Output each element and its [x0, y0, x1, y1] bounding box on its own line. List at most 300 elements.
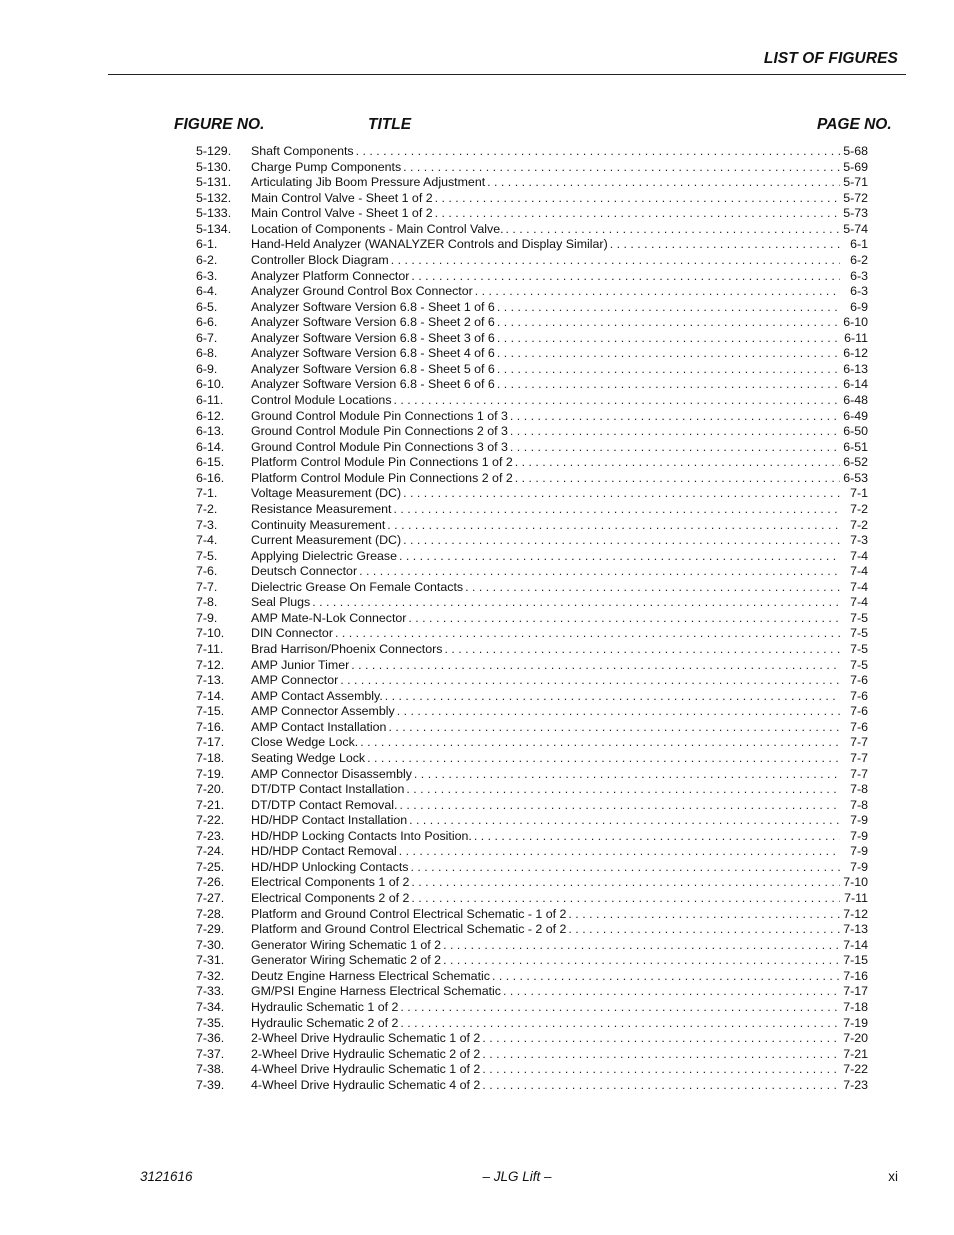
list-item: [196, 549, 868, 565]
figure-page-number: 7-7: [850, 750, 868, 765]
figure-entry-link[interactable]: [251, 564, 868, 580]
figure-number: 6-16.: [196, 470, 225, 485]
figure-page-number: 6-10: [843, 315, 868, 330]
figure-page-number: 7-9: [850, 828, 868, 843]
list-item: [196, 844, 868, 860]
list-item: [196, 518, 868, 534]
list-item: [196, 813, 868, 829]
figure-page-number: 6-2: [850, 252, 868, 267]
figure-number: 6-13.: [196, 424, 225, 439]
figure-number: 7-2.: [196, 501, 218, 516]
figure-entry-link[interactable]: [251, 969, 868, 985]
list-item: [196, 377, 868, 393]
figure-number: 7-12.: [196, 657, 225, 672]
figure-title: Analyzer Software Version 6.8 - Sheet 1 of 6: [251, 299, 495, 314]
dot-leader: [395, 704, 840, 720]
figure-title: Analyzer Software Version 6.8 - Sheet 5 of 6: [251, 361, 495, 376]
figure-entry-link[interactable]: [251, 580, 868, 596]
figure-page-number: 7-18: [843, 999, 868, 1014]
figure-title: Main Control Valve - Sheet 1 of 2: [251, 190, 433, 205]
list-item: [196, 253, 868, 269]
list-item: [196, 782, 868, 798]
figure-entry-link[interactable]: [251, 300, 868, 316]
figure-page-number: 6-3: [850, 284, 868, 299]
figure-title: Analyzer Software Version 6.8 - Sheet 3 of 6: [251, 330, 495, 345]
list-item: [196, 502, 868, 518]
list-item: [196, 440, 868, 456]
figure-entry-link[interactable]: [251, 798, 868, 814]
figure-page-number: 5-68: [843, 144, 868, 158]
figure-title: Electrical Components 1 of 2: [251, 875, 410, 890]
figure-entry-link[interactable]: [251, 1031, 868, 1047]
dot-leader: [398, 1000, 840, 1016]
figure-page-number: 7-13: [843, 922, 868, 937]
figure-title: Ground Control Module Pin Connections 3 of 3: [251, 439, 508, 454]
figure-page-number: 7-8: [850, 797, 868, 812]
list-item: [196, 191, 868, 207]
figure-number: 6-1.: [196, 237, 218, 252]
dot-leader: [333, 626, 840, 642]
list-item: [196, 611, 868, 627]
figure-page-number: 6-48: [843, 393, 868, 407]
figure-number: 6-8.: [196, 346, 218, 361]
list-item: [196, 735, 868, 751]
figure-page-number: 5-72: [843, 190, 868, 205]
dot-leader: [480, 1031, 840, 1047]
figure-entry-link[interactable]: [251, 424, 868, 440]
figure-entry-link[interactable]: [251, 144, 868, 160]
figure-number: 7-34.: [196, 999, 225, 1014]
figure-number: 7-16.: [196, 719, 225, 734]
figure-title: Voltage Measurement (DC): [251, 486, 402, 501]
figure-entry-link[interactable]: [251, 626, 868, 642]
figure-number: 6-14.: [196, 439, 225, 454]
list-item: [196, 1000, 868, 1016]
figure-number: 7-33.: [196, 984, 225, 999]
dot-leader: [354, 144, 840, 160]
page-header-title: LIST OF FIGURES: [763, 50, 898, 67]
list-item: [196, 642, 868, 658]
figure-number: 7-23.: [196, 828, 225, 843]
figure-entry-link[interactable]: [251, 782, 868, 798]
footer-publisher: – JLG Lift –: [482, 1169, 552, 1184]
figure-page-number: 7-15: [843, 953, 868, 968]
figure-title: Analyzer Software Version 6.8 - Sheet 2 of 6: [251, 315, 495, 330]
dot-leader: [608, 237, 840, 253]
list-item: [196, 595, 868, 611]
list-item: [196, 969, 868, 985]
dot-leader: [349, 658, 840, 674]
footer-doc-number: 3121616: [140, 1169, 193, 1184]
list-item: [196, 284, 868, 300]
figure-title: Ground Control Module Pin Connections 2 of 3: [251, 424, 508, 439]
dot-leader: [480, 1078, 840, 1094]
figure-title: Ground Control Module Pin Connections 1 of 3: [251, 408, 508, 423]
dot-leader: [409, 269, 840, 285]
figure-page-number: 7-19: [843, 1015, 868, 1030]
figure-title: DT/DTP Contact Installation: [251, 782, 405, 797]
dot-leader: [412, 767, 840, 783]
figure-entry-link[interactable]: [251, 393, 868, 409]
list-item: [196, 658, 868, 674]
dot-leader: [463, 580, 840, 596]
figure-page-number: 7-4: [850, 548, 868, 563]
figure-entry-link[interactable]: [251, 191, 868, 207]
figure-page-number: 7-4: [850, 579, 868, 594]
figure-title: Charge Pump Components: [251, 159, 402, 174]
dot-leader: [495, 377, 840, 393]
list-item: [196, 891, 868, 907]
figure-number: 7-19.: [196, 766, 225, 781]
figure-number: 7-8.: [196, 595, 218, 610]
list-item: [196, 938, 868, 954]
figure-number: 7-39.: [196, 1077, 225, 1092]
list-item: [196, 346, 868, 362]
figure-entry-link[interactable]: [251, 331, 868, 347]
list-item: [196, 1031, 868, 1047]
figure-entry-link[interactable]: [251, 206, 868, 222]
figure-number: 7-38.: [196, 1062, 225, 1077]
figure-page-number: 5-73: [843, 206, 868, 221]
list-item: [196, 860, 868, 876]
dot-leader: [441, 953, 840, 969]
dot-leader: [495, 300, 840, 316]
figure-entry-link[interactable]: [251, 175, 868, 191]
figure-entry-link[interactable]: [251, 875, 868, 891]
list-item: [196, 984, 868, 1000]
figure-number: 7-36.: [196, 1031, 225, 1046]
list-item: [196, 626, 868, 642]
figure-page-number: 7-5: [850, 657, 868, 672]
figure-entry-link[interactable]: [251, 611, 868, 627]
figure-page-number: 6-11: [844, 330, 868, 345]
figure-entry-link[interactable]: [251, 440, 868, 456]
figure-page-number: 7-23: [843, 1077, 868, 1092]
figure-title: Continuity Measurement: [251, 517, 386, 532]
list-item: [196, 144, 868, 160]
list-item: [196, 689, 868, 705]
figure-title: AMP Connector: [251, 673, 339, 688]
figure-page-number: 5-71: [843, 175, 868, 190]
figure-title: Analyzer Software Version 6.8 - Sheet 6 of 6: [251, 377, 495, 392]
list-item: [196, 331, 868, 347]
figure-entry-link[interactable]: [251, 953, 868, 969]
dot-leader: [495, 315, 840, 331]
figure-number: 7-4.: [196, 533, 218, 548]
list-item: [196, 704, 868, 720]
figure-page-number: 7-20: [843, 1031, 868, 1046]
figure-entry-link[interactable]: [251, 595, 868, 611]
list-item: [196, 673, 868, 689]
list-item: [196, 767, 868, 783]
figure-number: 7-3.: [196, 517, 218, 532]
figure-title: Analyzer Software Version 6.8 - Sheet 4 of 6: [251, 346, 495, 361]
footer-page-number: xi: [888, 1169, 898, 1184]
figure-page-number: 7-6: [850, 688, 868, 703]
figure-title: Analyzer Platform Connector: [251, 268, 410, 283]
figure-entry-link[interactable]: [251, 1078, 868, 1094]
figure-page-number: 7-17: [843, 984, 868, 999]
figure-page-number: 7-6: [850, 673, 868, 688]
dot-leader: [409, 891, 840, 907]
figure-page-number: 7-7: [850, 735, 868, 750]
figure-number: 5-132.: [196, 190, 232, 205]
dot-leader: [513, 455, 840, 471]
dot-leader: [501, 984, 840, 1000]
dot-leader: [433, 206, 840, 222]
figure-page-number: 7-12: [843, 906, 868, 921]
dot-leader: [480, 1062, 840, 1078]
figure-number: 7-25.: [196, 859, 225, 874]
dot-leader: [406, 611, 840, 627]
figure-entry-link[interactable]: [251, 860, 868, 876]
figure-title: Hand-Held Analyzer (WANALYZER Controls and Display Similar): [251, 237, 608, 252]
figure-entry-link[interactable]: [251, 891, 868, 907]
figure-page-number: 6-14: [843, 377, 868, 392]
list-item: [196, 829, 868, 845]
figure-entry-link[interactable]: [251, 486, 868, 502]
figure-title: AMP Connector Assembly: [251, 704, 395, 719]
figure-entry-link[interactable]: [251, 673, 868, 689]
figure-entry-link[interactable]: [251, 938, 868, 954]
figure-title: Articulating Jib Boom Pressure Adjustment: [251, 175, 486, 190]
dot-leader: [397, 844, 840, 860]
figure-title: Applying Dielectric Grease: [251, 548, 397, 563]
figure-page-number: 7-3: [850, 533, 868, 548]
figure-entry-link[interactable]: [251, 735, 868, 751]
figure-title: Platform and Ground Control Electrical Schematic - 2 of 2: [251, 922, 567, 937]
figure-list: [196, 144, 868, 1093]
figure-page-number: 7-2: [850, 501, 868, 516]
dot-leader: [401, 486, 840, 502]
figure-number: 7-18.: [196, 750, 225, 765]
figure-number: 7-10.: [196, 626, 225, 641]
figure-title: Analyzer Ground Control Box Connector: [251, 284, 473, 299]
list-item: [196, 222, 868, 238]
dot-leader: [508, 409, 840, 425]
figure-title: Deutsch Connector: [251, 564, 358, 579]
figure-entry-link[interactable]: [251, 720, 868, 736]
dot-leader: [407, 813, 840, 829]
figure-number: 7-1.: [196, 486, 218, 501]
figure-title: 4-Wheel Drive Hydraulic Schematic 1 of 2: [251, 1062, 481, 1077]
figure-number: 7-32.: [196, 968, 225, 983]
figure-entry-link[interactable]: [251, 471, 868, 487]
list-item: [196, 1078, 868, 1094]
dot-leader: [504, 222, 840, 238]
list-item: [196, 1062, 868, 1078]
figure-page-number: 5-74: [843, 221, 868, 236]
figure-page-number: 7-6: [850, 704, 868, 719]
figure-number: 5-129.: [196, 144, 232, 158]
figure-title: Generator Wiring Schematic 1 of 2: [251, 937, 442, 952]
list-item: [196, 300, 868, 316]
figure-number: 7-28.: [196, 906, 225, 921]
dot-leader: [392, 393, 840, 409]
figure-page-number: 7-5: [850, 642, 868, 656]
dot-leader: [389, 253, 840, 269]
figure-number: 7-24.: [196, 844, 225, 859]
figure-number: 7-11.: [196, 642, 224, 656]
figure-page-number: 6-53: [843, 470, 868, 485]
figure-entry-link[interactable]: [251, 642, 868, 658]
figure-page-number: 7-7: [850, 766, 868, 781]
figure-number: 5-133.: [196, 206, 232, 221]
dot-leader: [442, 642, 840, 658]
figure-number: 7-22.: [196, 813, 225, 828]
figure-title: AMP Mate-N-Lok Connector: [251, 610, 407, 625]
figure-entry-link[interactable]: [251, 829, 868, 845]
figure-number: 6-7.: [196, 330, 218, 345]
figure-title: HD/HDP Contact Installation: [251, 813, 408, 828]
figure-page-number: 7-22: [843, 1062, 868, 1077]
list-item: [196, 875, 868, 891]
figure-entry-link[interactable]: [251, 767, 868, 783]
figure-title: Generator Wiring Schematic 2 of 2: [251, 953, 442, 968]
figure-page-number: 7-6: [850, 719, 868, 734]
figure-page-number: 7-21: [843, 1046, 868, 1061]
figure-title: DIN Connector: [251, 626, 333, 641]
dot-leader: [433, 191, 840, 207]
list-item: [196, 580, 868, 596]
list-item: [196, 953, 868, 969]
figure-entry-link[interactable]: [251, 269, 868, 285]
list-item: [196, 362, 868, 378]
figure-page-number: 6-13: [843, 361, 868, 376]
figure-title: AMP Contact Assembly.: [251, 688, 383, 703]
figure-entry-link[interactable]: [251, 222, 868, 238]
header-rule: [108, 74, 906, 75]
figure-title: HD/HDP Unlocking Contacts: [251, 859, 409, 874]
figure-page-number: 6-12: [843, 346, 868, 361]
figure-entry-link[interactable]: [251, 844, 868, 860]
figure-title: AMP Connector Disassembly: [251, 766, 412, 781]
dot-leader: [480, 1047, 840, 1063]
figure-page-number: 7-4: [850, 564, 868, 579]
figure-entry-link[interactable]: [251, 658, 868, 674]
figure-number: 7-37.: [196, 1046, 225, 1061]
figure-entry-link[interactable]: [251, 1000, 868, 1016]
figure-entry-link[interactable]: [251, 409, 868, 425]
figure-entry-link[interactable]: [251, 751, 868, 767]
figure-page-number: 7-9: [850, 813, 868, 828]
figure-entry-link[interactable]: [251, 160, 868, 176]
figure-title: Close Wedge Lock.: [251, 735, 359, 750]
figure-title: HD/HDP Locking Contacts Into Position.: [251, 828, 472, 843]
list-item: [196, 160, 868, 176]
figure-page-number: 7-8: [850, 782, 868, 797]
figure-page-number: 5-69: [843, 159, 868, 174]
figure-entry-link[interactable]: [251, 455, 868, 471]
figure-number: 7-7.: [196, 579, 218, 594]
dot-leader: [441, 938, 840, 954]
figure-page-number: 7-10: [843, 875, 868, 890]
list-item: [196, 455, 868, 471]
figure-entry-link[interactable]: [251, 346, 868, 362]
list-item: [196, 486, 868, 502]
figure-number: 6-5.: [196, 299, 218, 314]
figure-number: 6-12.: [196, 408, 225, 423]
figure-entry-link[interactable]: [251, 518, 868, 534]
figure-page-number: 6-9: [850, 299, 868, 314]
figure-number: 7-21.: [196, 797, 225, 812]
figure-title: Control Module Locations: [251, 393, 392, 407]
list-item: [196, 798, 868, 814]
dot-leader: [472, 829, 840, 845]
dot-leader: [357, 564, 840, 580]
figure-entry-link[interactable]: [251, 813, 868, 829]
figure-entry-link[interactable]: [251, 1047, 868, 1063]
list-item: [196, 315, 868, 331]
figure-title: Platform Control Module Pin Connections 1 of 2: [251, 455, 513, 470]
figure-entry-link[interactable]: [251, 689, 868, 705]
figure-entry-link[interactable]: [251, 502, 868, 518]
figure-page-number: 6-52: [843, 455, 868, 470]
dot-leader: [485, 175, 840, 191]
figure-entry-link[interactable]: [251, 237, 868, 253]
figure-number: 6-11.: [196, 393, 224, 407]
figure-number: 6-6.: [196, 315, 218, 330]
figure-page-number: 7-11: [844, 891, 868, 905]
figure-entry-link[interactable]: [251, 377, 868, 393]
dot-leader: [392, 502, 841, 518]
figure-page-number: 7-1: [850, 486, 868, 501]
figure-number: 7-27.: [196, 891, 225, 905]
dot-leader: [397, 549, 840, 565]
figure-entry-link[interactable]: [251, 533, 868, 549]
figure-number: 7-30.: [196, 937, 225, 952]
figure-entry-link[interactable]: [251, 253, 868, 269]
figure-title: Main Control Valve - Sheet 1 of 2: [251, 206, 433, 221]
dot-leader: [508, 440, 840, 456]
figure-number: 7-5.: [196, 548, 218, 563]
figure-page-number: 6-50: [843, 424, 868, 439]
dot-leader: [401, 533, 840, 549]
list-item: [196, 922, 868, 938]
figure-title: Platform and Ground Control Electrical Schematic - 1 of 2: [251, 906, 567, 921]
figure-number: 7-31.: [196, 953, 225, 968]
figure-title: Platform Control Module Pin Connections 2 of 2: [251, 470, 513, 485]
list-item: [196, 175, 868, 191]
dot-leader: [566, 907, 840, 923]
dot-leader: [513, 471, 840, 487]
figure-entry-link[interactable]: [251, 362, 868, 378]
figure-entry-link[interactable]: [251, 1016, 868, 1032]
figure-title: Electrical Components 2 of 2: [251, 891, 410, 905]
figure-title: Current Measurement (DC): [251, 533, 402, 548]
figure-page-number: 6-1: [850, 237, 868, 252]
dot-leader: [385, 518, 840, 534]
figure-entry-link[interactable]: [251, 284, 868, 300]
figure-entry-link[interactable]: [251, 704, 868, 720]
figure-entry-link[interactable]: [251, 984, 868, 1000]
figure-entry-link[interactable]: [251, 1062, 868, 1078]
list-item: [196, 1047, 868, 1063]
list-item: [196, 269, 868, 285]
figure-number: 7-6.: [196, 564, 218, 579]
figure-page-number: 6-3: [850, 268, 868, 283]
figure-number: 7-26.: [196, 875, 225, 890]
figure-page-number: 7-9: [850, 859, 868, 874]
figure-page-number: 7-16: [843, 968, 868, 983]
figure-entry-link[interactable]: [251, 549, 868, 565]
figure-entry-link[interactable]: [251, 922, 868, 938]
figure-title: GM/PSI Engine Harness Electrical Schematic: [251, 984, 501, 999]
figure-entry-link[interactable]: [251, 907, 868, 923]
figure-entry-link[interactable]: [251, 315, 868, 331]
figure-title: Brad Harrison/Phoenix Connectors: [251, 642, 443, 656]
figure-page-number: 7-5: [850, 626, 868, 641]
